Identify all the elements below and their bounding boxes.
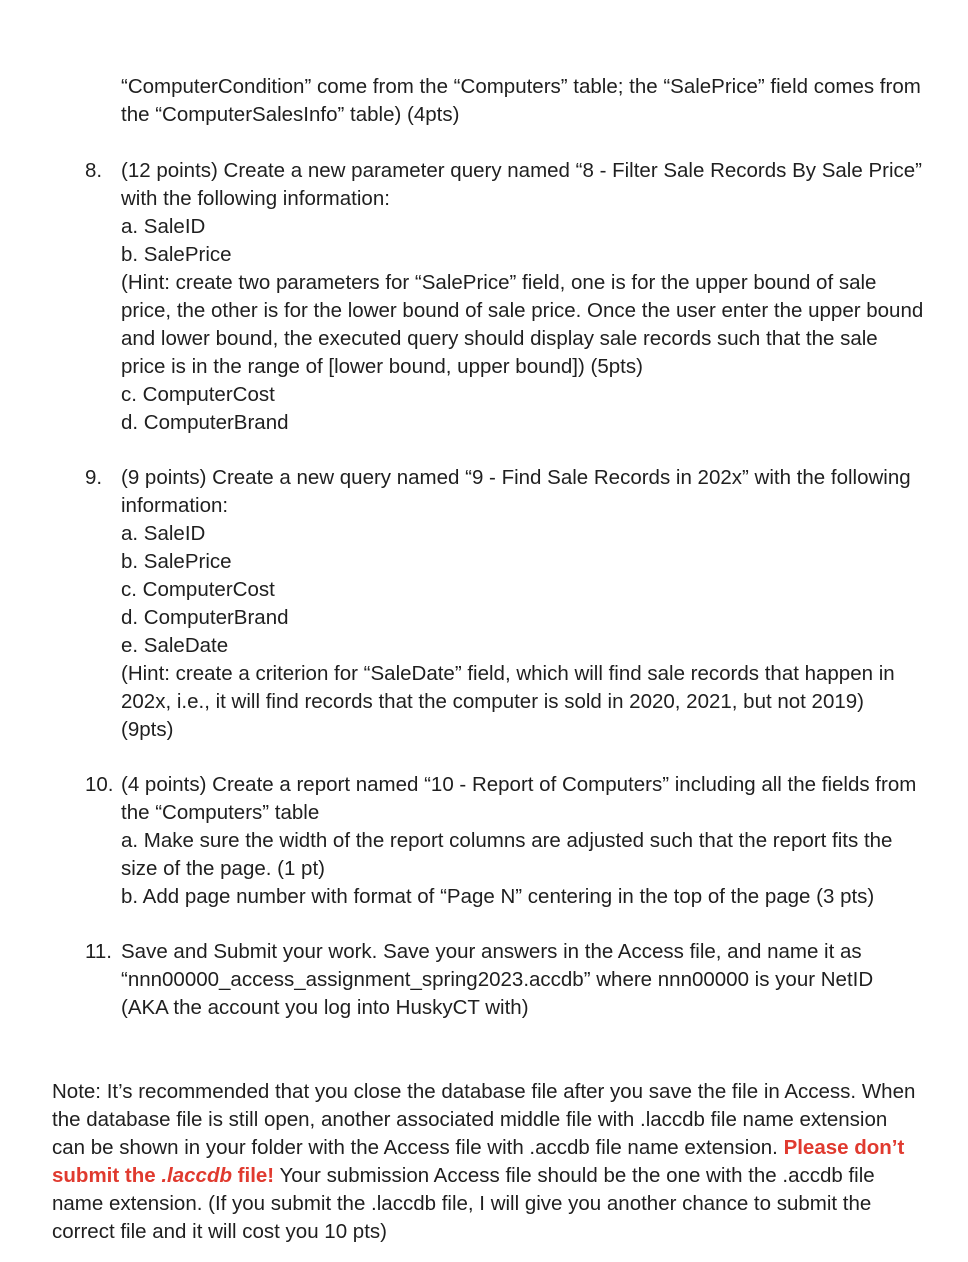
text-line: (4 points) Create a report named “10 - Report of Computers” including all the fields from (121, 773, 917, 796)
text-line: the database file is still open, another associated middle file with .laccdb file name extension (52, 1108, 888, 1131)
text-line: Note: It’s recommended that you close the database file after you save the file in Access. When (52, 1080, 916, 1103)
item-number: 10. (85, 773, 114, 796)
text-line (52, 1162, 952, 1190)
text-line: with the following information: (121, 187, 390, 210)
text-line: a. SaleID (121, 215, 206, 238)
text-line: (Hint: create two parameters for “SalePrice” field, one is for the upper bound of sale (121, 271, 877, 294)
text-line: correct file and it will cost you 10 pts) (52, 1220, 387, 1243)
text-line: c. ComputerCost (121, 578, 275, 601)
text-line: d. ComputerBrand (121, 606, 289, 629)
note-paragraph (52, 1078, 952, 1246)
text-line: (9pts) (121, 718, 174, 741)
item-body (121, 771, 956, 911)
item-body (121, 938, 956, 1022)
text-line: c. ComputerCost (121, 383, 275, 406)
text-line: (12 points) Create a new parameter query named “8 - Filter Sale Records By Sale Price” (121, 159, 922, 182)
text-line: (Hint: create a criterion for “SaleDate” field, which will find sale records that happen in (121, 662, 895, 685)
text-line: (AKA the account you log into HuskyCT with) (121, 996, 529, 1019)
warning-text: submit the (52, 1164, 162, 1187)
text-line: a. SaleID (121, 522, 206, 545)
text-line: the “ComputerSalesInfo” table) (4pts) (121, 103, 460, 126)
text-line: information: (121, 494, 229, 517)
text-line: “ComputerCondition” come from the “Computers” table; the “SalePrice” field comes from (121, 75, 921, 98)
text-line: b. SalePrice (121, 550, 232, 573)
text-line: a. Make sure the width of the report columns are adjusted such that the report fits the (121, 829, 893, 852)
text-line: “nnn00000_access_assignment_spring2023.accdb” where nnn00000 is your NetID (121, 968, 874, 991)
text-line: b. SalePrice (121, 243, 232, 266)
warning-text: Please don’t (783, 1136, 905, 1159)
item-number: 11. (85, 940, 112, 963)
text-line: and lower bound, the executed query should display sale records such that the sale (121, 327, 878, 350)
text-line: price is in the range of [lower bound, upper bound]) (5pts) (121, 355, 643, 378)
text-line: name extension. (If you submit the .laccdb file, I will give you another chance to submit the (52, 1192, 872, 1215)
text-line: size of the page. (1 pt) (121, 857, 325, 880)
text-line: d. ComputerBrand (121, 411, 289, 434)
item-body (121, 464, 956, 744)
text-line: e. SaleDate (121, 634, 229, 657)
text-line: (9 points) Create a new query named “9 - Find Sale Records in 202x” with the following (121, 466, 911, 489)
item-7-continuation (121, 73, 956, 129)
text-line (52, 1134, 952, 1162)
item-number: 9. (85, 466, 103, 489)
warning-text: file! (231, 1164, 275, 1187)
text-line: the “Computers” table (121, 801, 320, 824)
text-line: price, the other is for the lower bound of sale price. Once the user enter the upper bound (121, 299, 924, 322)
text-line: 202x, i.e., it will find records that the computer is sold in 2020, 2021, but not 2019) (121, 690, 864, 713)
note-text: can be shown in your folder with the Access file with .accdb file name extension. (52, 1136, 784, 1159)
text-line: Save and Submit your work. Save your answers in the Access file, and name it as (121, 940, 862, 963)
warning-extension-text: .laccdb (161, 1164, 232, 1187)
item-body (121, 157, 956, 437)
item-number: 8. (85, 159, 103, 182)
text-line: b. Add page number with format of “Page N” centering in the top of the page (3 pts) (121, 885, 875, 908)
note-text: Your submission Access file should be the one with the .accdb file (274, 1164, 875, 1187)
